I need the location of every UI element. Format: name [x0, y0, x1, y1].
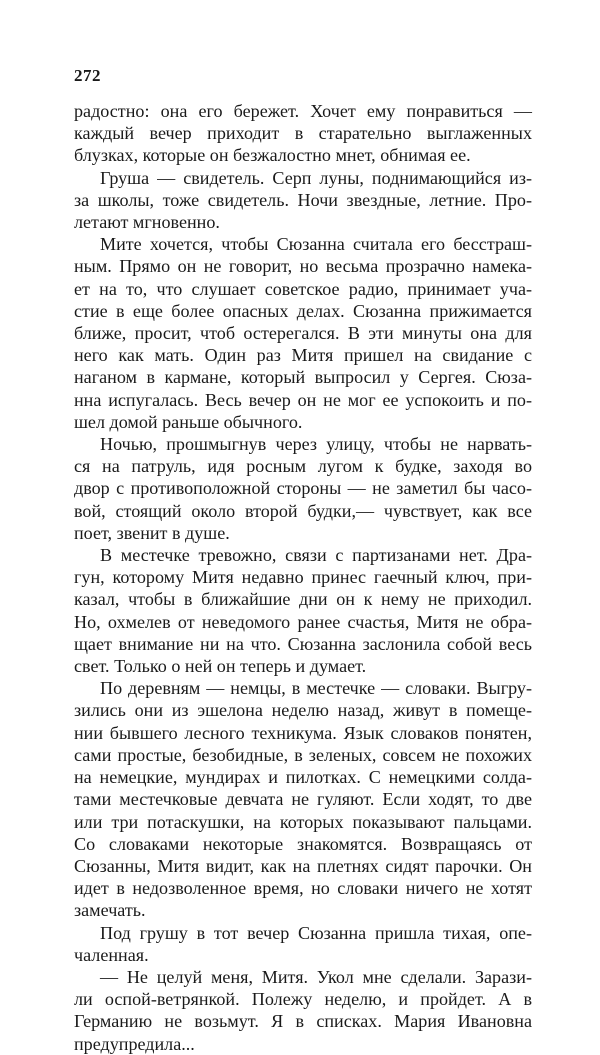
text-line: предупредила...	[74, 1033, 195, 1054]
text-line: вой, стоящий около второй будки,— чувствует, как все	[74, 500, 532, 521]
text-line: или три потаскушки, на которых показывают пальцами.	[74, 811, 532, 832]
text-line: свет. Только о ней он теперь и думает.	[74, 656, 367, 677]
paragraph	[74, 100, 532, 167]
text-line: летают мгновенно.	[74, 212, 220, 233]
text-line: идет в недозволенное время, но словаки ничего не хотят	[74, 878, 532, 899]
paragraph	[74, 544, 532, 677]
text-line: щает внимание ни на что. Сюзанна заслонила собой весь	[74, 633, 532, 654]
text-line: — Не целуй меня, Митя. Укол мне сделали. Зарази-	[100, 966, 532, 987]
paragraph	[74, 966, 532, 1055]
text-line: казал, чтобы в ближайшие дни он к нему не приходил.	[74, 589, 532, 610]
paragraph	[74, 167, 532, 234]
text-line: сами простые, безобидные, в зеленых, совсем не похожих	[74, 744, 532, 765]
text-line: шел домой раньше обычного.	[74, 411, 303, 432]
text-line: поет, звенит в душе.	[74, 522, 230, 543]
text-line: Мите хочется, чтобы Сюзанна считала его бесстраш-	[100, 234, 532, 255]
paragraph	[74, 922, 532, 966]
text-line: наганом в кармане, который выпросил у Сергея. Сюза-	[74, 367, 532, 388]
text-line: Груша — свидетель. Серп луны, поднимающийся из-	[100, 167, 532, 188]
text-line: стие в еще более опасных делах. Сюзанна прижимается	[74, 300, 532, 321]
text-line: Под грушу в тот вечер Сюзанна пришла тихая, опе-	[100, 922, 532, 943]
text-line: ет на то, что слушает советское радио, принимает уча-	[74, 278, 532, 299]
text-line: ли оспой-ветрянкой. Полежу неделю, и пройдет. А в	[74, 989, 532, 1010]
text-line: нии бывшего лесного техникума. Язык словаков понятен,	[74, 722, 532, 743]
text-line: блузках, которые он безжалостно мнет, обнимая ее.	[74, 145, 471, 166]
text-line: Со словаками некоторые знакомятся. Возвращаясь от	[74, 833, 532, 854]
paragraph	[74, 433, 532, 544]
text-line: ным. Прямо он не говорит, но весьма прозрачно намека-	[74, 256, 532, 277]
text-line: на немецкие, мундирах и пилотках. С немецкими солда-	[74, 767, 532, 788]
page-number: 272	[74, 66, 101, 85]
paragraph	[74, 233, 532, 433]
text-line: зились они из эшелона неделю назад, живут в помеще-	[74, 700, 532, 721]
body-text	[74, 100, 532, 1055]
text-line: Но, охмелев от неведомого ранее счастья, Митя не обра-	[74, 611, 532, 632]
text-line: за школы, тоже свидетель. Ночи звездные, летние. Про-	[74, 189, 532, 210]
text-line: В местечке тревожно, связи с партизанами нет. Дра-	[100, 545, 532, 566]
text-line: радостно: она его бережет. Хочет ему понравиться —	[74, 101, 532, 121]
paragraph	[74, 677, 532, 921]
text-line: Германию не возьмут. Я в списках. Мария Ивановна	[74, 1011, 532, 1032]
text-line: Ночью, прошмыгнув через улицу, чтобы не нарвать-	[100, 434, 532, 455]
text-line: каждый вечер приходит в старательно выглаженных	[74, 123, 532, 144]
text-line: замечать.	[74, 900, 146, 921]
text-line: ближе, просит, чтоб остерегался. В эти минуты она для	[74, 323, 532, 344]
text-line: двор с противоположной стороны — не заметил бы часо-	[74, 478, 532, 499]
text-line: чаленная.	[74, 944, 149, 965]
text-line: гун, которому Митя недавно принес гаечный ключ, при-	[74, 567, 532, 588]
text-line: него как мать. Один раз Митя пришел на свидание с	[74, 345, 532, 366]
text-line: тами местечковые девчата не гуляют. Если ходят, то две	[74, 789, 532, 810]
text-line: По деревням — немцы, в местечке — словаки. Выгру-	[100, 678, 532, 699]
text-line: ся на патруль, идя росным лугом к будке, заходя во	[74, 456, 532, 477]
text-line: нна испугалась. Весь вечер он не мог ее успокоить и по-	[74, 389, 532, 410]
text-line: Сюзанны, Митя видит, как на плетнях сидят парочки. Он	[74, 855, 532, 876]
